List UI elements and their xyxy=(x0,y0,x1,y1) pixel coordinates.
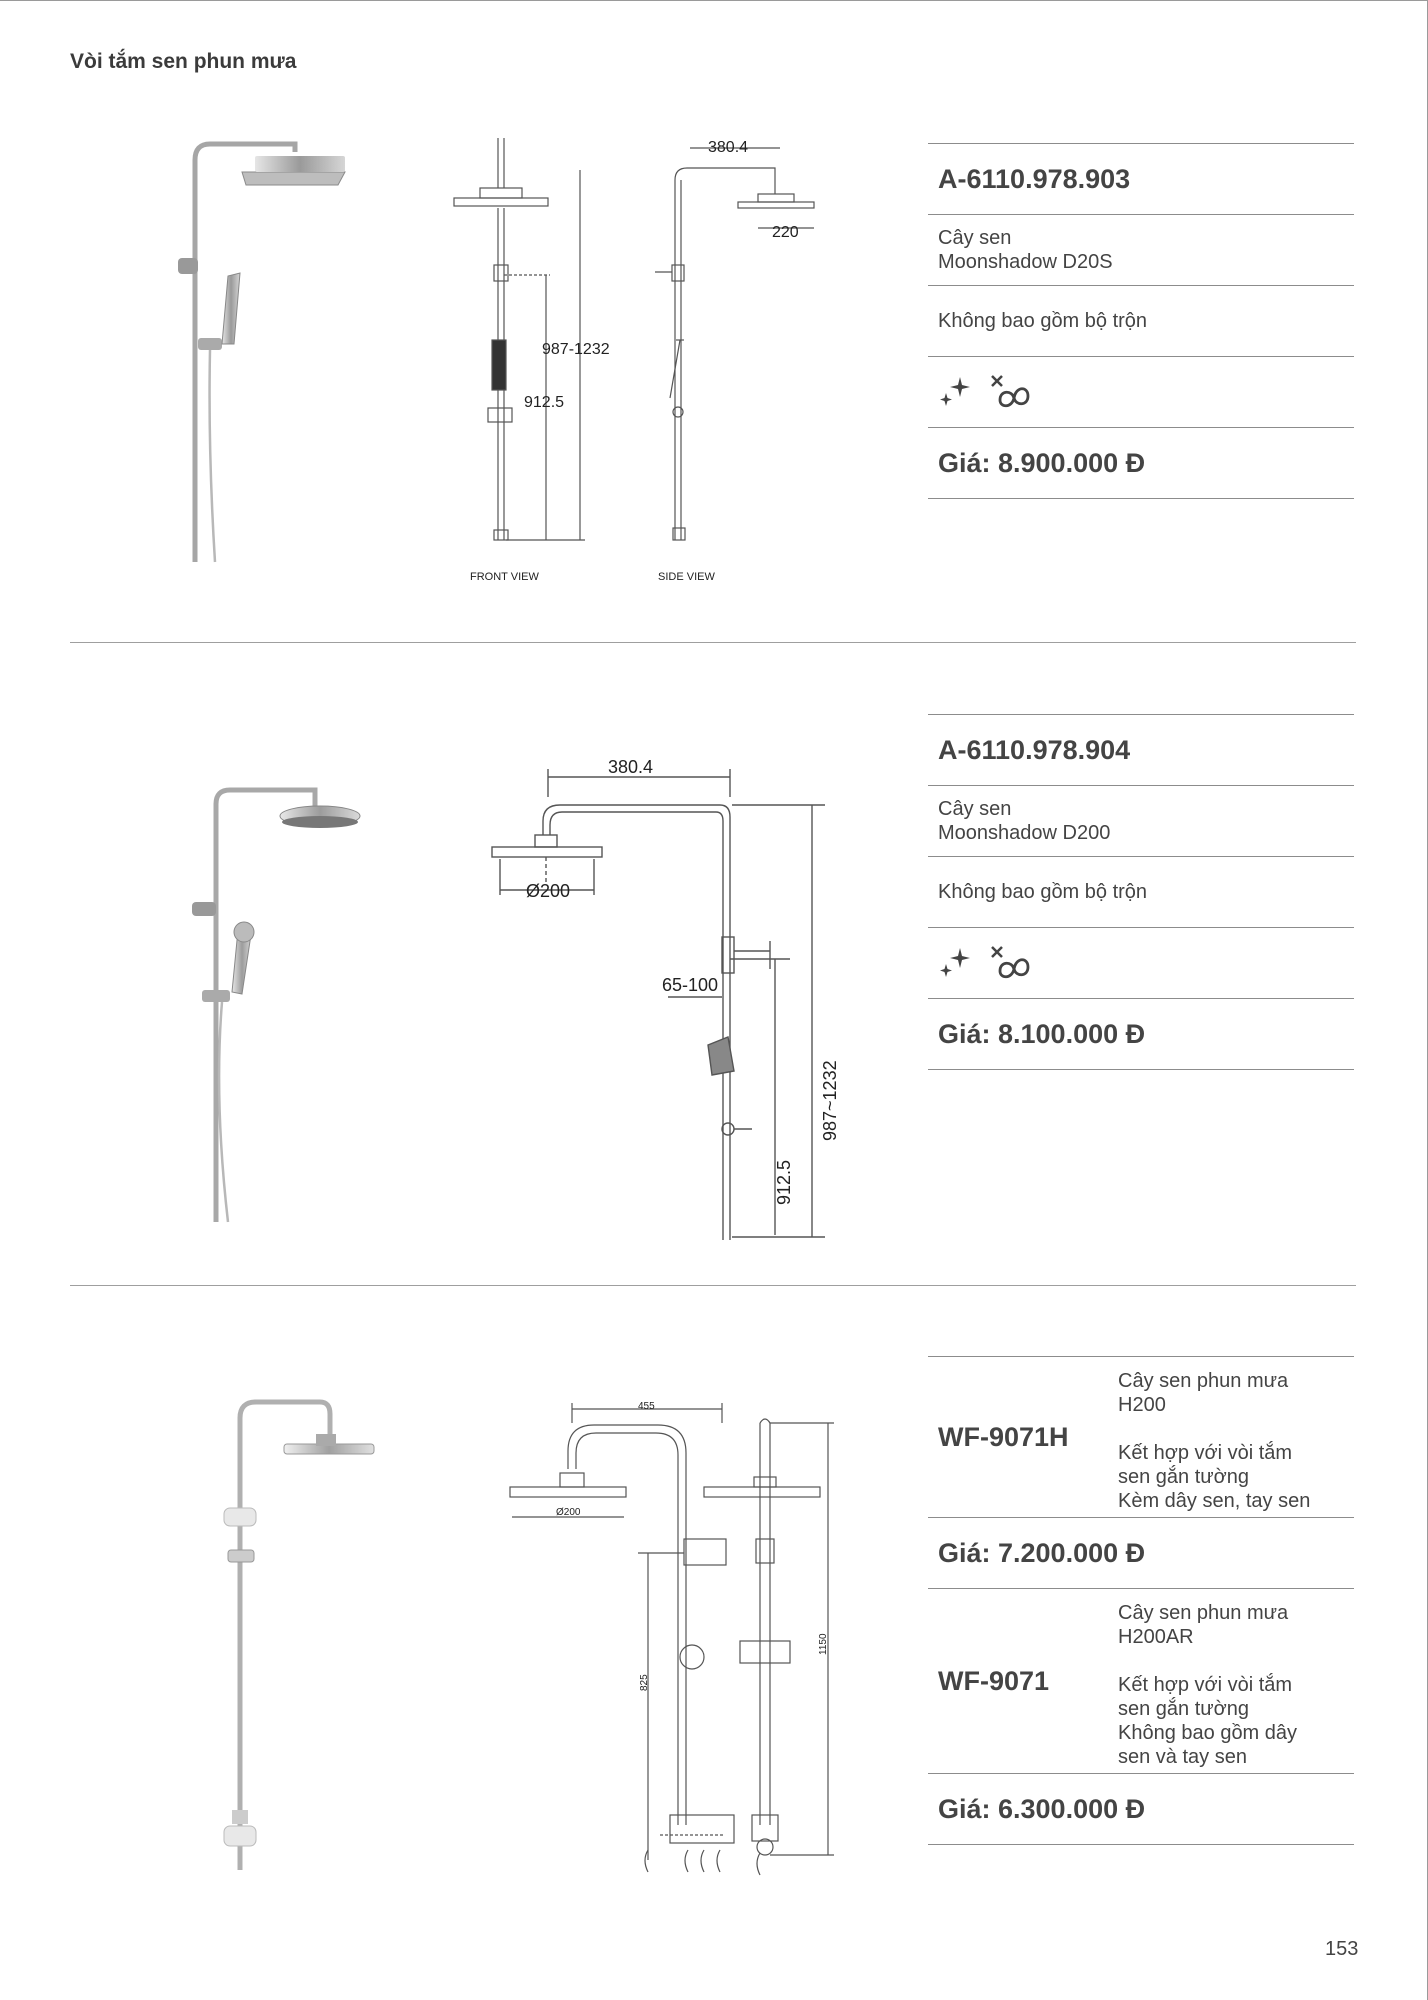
sparkle-icon xyxy=(938,946,972,980)
mixer-note: Không bao gồm bộ trộn xyxy=(938,881,1148,903)
product-desc-line: Kết hợp với vòi tắm xyxy=(1118,1674,1293,1696)
product-desc-line xyxy=(1118,1417,1354,1441)
dim-height-label: 987-1232 xyxy=(542,341,610,358)
product-desc-line: sen gắn tường xyxy=(1118,1466,1250,1488)
sparkle-icon xyxy=(938,375,972,409)
divider xyxy=(928,1844,1354,1845)
product-desc-line: Cây sen phun mưa xyxy=(1118,1370,1289,1392)
product-desc-line: H200AR xyxy=(1118,1626,1194,1648)
product-4-row xyxy=(928,1589,1354,1773)
product-2-photo xyxy=(180,770,380,1230)
no-leak-icon xyxy=(988,943,1032,983)
product-code: WF-9071H xyxy=(938,1421,1069,1452)
dim-low-label: 912.5 xyxy=(524,394,565,411)
product-code: A-6110.978.904 xyxy=(938,734,1131,765)
product-desc-line xyxy=(1118,1649,1354,1673)
dim-low-label: 912.5 xyxy=(774,1159,794,1205)
product-code: WF-9071 xyxy=(938,1665,1050,1696)
dim-bracket-label: 65-100 xyxy=(662,975,719,995)
product-desc xyxy=(1118,1589,1354,1773)
product-1-info xyxy=(928,143,1354,499)
section-divider xyxy=(70,642,1356,643)
product-2-info xyxy=(928,714,1354,1070)
product-3-row xyxy=(928,1357,1354,1517)
page-border xyxy=(0,0,1428,1)
page-number: 153 xyxy=(1325,1938,1359,1960)
dim-top-label: 455 xyxy=(638,1401,655,1412)
product-desc-line: H200 xyxy=(1118,1394,1166,1416)
divider xyxy=(928,498,1354,499)
product-desc-line: Moonshadow D200 xyxy=(938,822,1111,844)
product-desc-line: Cây sen xyxy=(938,227,1012,249)
divider xyxy=(928,1069,1354,1070)
product-desc-line: sen và tay sen xyxy=(1118,1746,1247,1768)
dim-head-label: 220 xyxy=(772,224,799,241)
product-1-drawing xyxy=(440,130,860,590)
no-leak-icon xyxy=(988,372,1032,412)
section-divider xyxy=(70,1285,1356,1286)
product-3-4-info xyxy=(928,1356,1354,1845)
product-price: Giá: 7.200.000 Đ xyxy=(938,1537,1146,1568)
product-3-photo xyxy=(210,1390,380,1880)
product-desc-line: Cây sen xyxy=(938,798,1012,820)
product-2-drawing xyxy=(490,755,870,1245)
product-desc-line: Không bao gồm dây xyxy=(1118,1722,1298,1744)
product-price: Giá: 6.300.000 Đ xyxy=(938,1793,1146,1824)
product-desc xyxy=(1118,1357,1354,1517)
product-desc-line: Cây sen phun mưa xyxy=(1118,1602,1289,1624)
dim-height-label: 1150 xyxy=(818,1633,829,1655)
product-desc-line: sen gắn tường xyxy=(1118,1698,1250,1720)
product-price: Giá: 8.100.000 Đ xyxy=(938,1018,1146,1049)
product-desc-line: Kết hợp với vòi tắm xyxy=(1118,1442,1293,1464)
side-view-label: SIDE VIEW xyxy=(658,571,715,583)
product-desc-line: Kèm dây sen, tay sen xyxy=(1118,1490,1311,1512)
page-title: Vòi tắm sen phun mưa xyxy=(70,50,297,73)
mixer-note: Không bao gồm bộ trộn xyxy=(938,310,1148,332)
product-desc-line: Moonshadow D20S xyxy=(938,251,1113,273)
dim-top-label: 380.4 xyxy=(708,139,749,156)
dim-low-label: 825 xyxy=(639,1674,650,1691)
product-price: Giá: 8.900.000 Đ xyxy=(938,447,1146,478)
dim-head-label: Ø200 xyxy=(556,1507,581,1518)
dim-height-label: 987~1232 xyxy=(820,1060,840,1141)
front-view-label: FRONT VIEW xyxy=(470,571,539,583)
product-code: A-6110.978.903 xyxy=(938,163,1131,194)
dim-head-label: Ø200 xyxy=(526,881,571,901)
product-1-photo xyxy=(160,130,360,570)
product-3-drawing xyxy=(508,1395,848,1895)
dim-top-label: 380.4 xyxy=(608,757,654,777)
